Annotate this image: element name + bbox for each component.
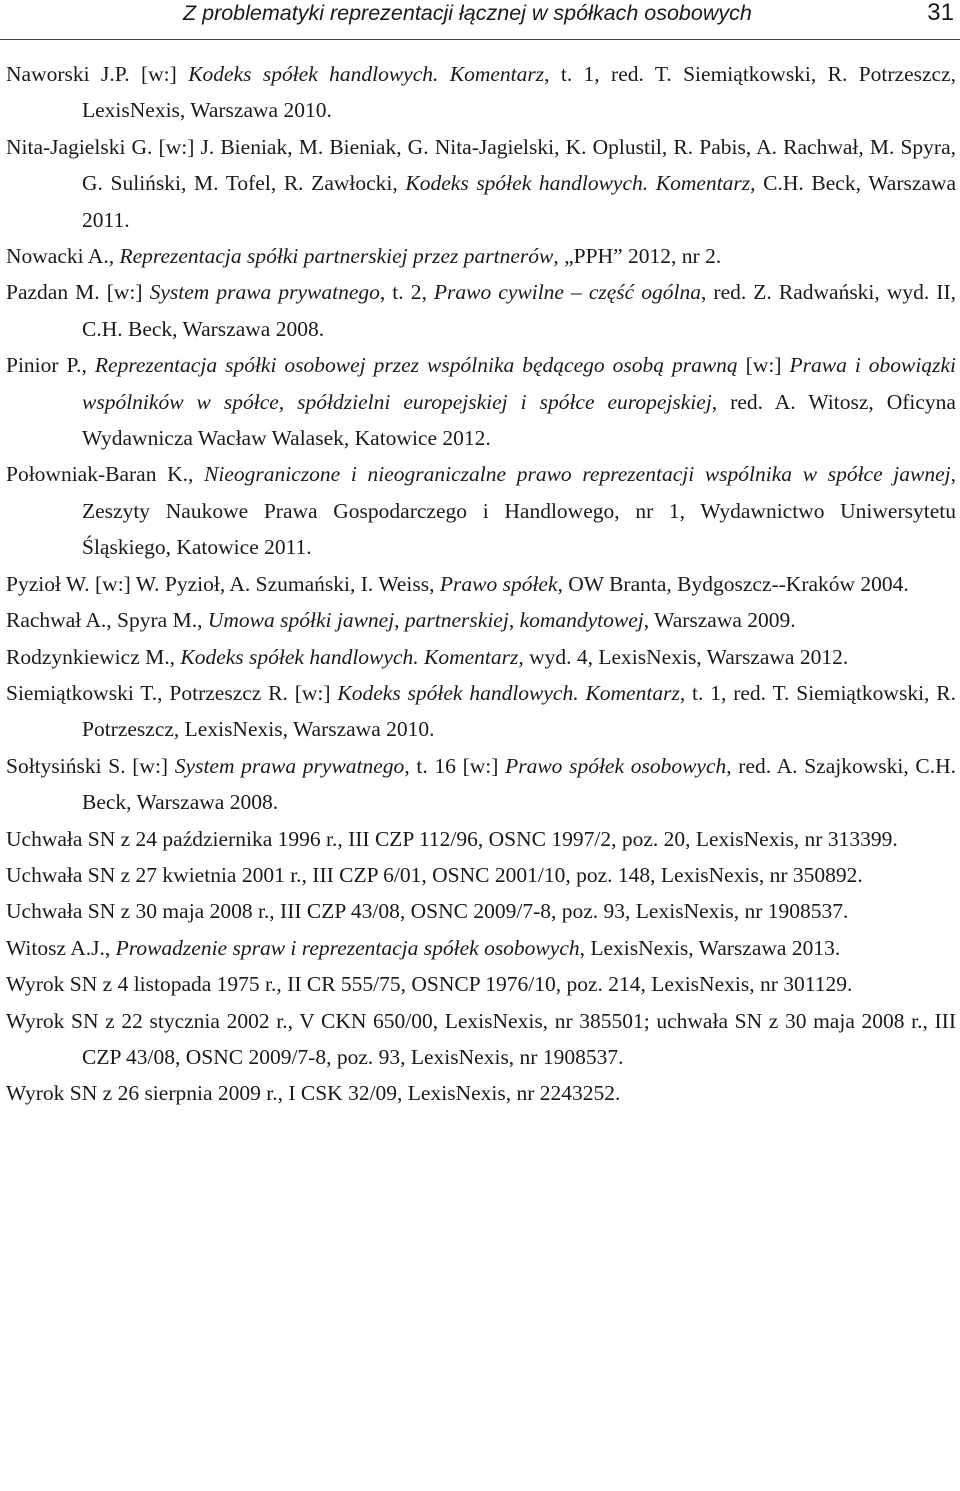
entry-title-italic: Kodeks spółek handlowych. Komentarz [337,680,680,705]
entry-text: Uchwała SN z 30 maja 2008 r., III CZP 43/08, OSNC 2009/7-8, poz. 93, LexisNexis, nr 1908537. [6,899,849,924]
entry-title-italic: Prawa i obowiązki wspólników w spółce, spółdzielni europejskiej i spółce europejskiej [82,353,957,414]
entry-text: , t. 1, red. T. Siemiątkowski, R. Potrzeszcz, LexisNexis, Warszawa 2010. [82,62,957,123]
entry-title-italic: Kodeks spółek handlowych. Komentarz [188,62,545,86]
bibliography-entry [6,748,956,821]
entry-text: Pyzioł W. [w:] W. Pyzioł, A. Szumański, I. Weiss, [6,571,440,596]
bibliography-entry [6,821,956,857]
entry-title-italic: Nieograniczone i nieograniczalne prawo reprezentacji wspólnika w spółce jawnej [204,462,951,487]
entry-text: , Warszawa 2009. [643,608,796,633]
bibliography-entry [6,602,956,638]
entry-text: , red. A. Witosz, Oficyna Wydawnicza Wacław Walasek, Katowice 2012. [82,389,956,451]
bibliography-entry [6,639,956,675]
entry-text: Naworski J.P. [w:] [6,62,189,86]
entry-text: , Zeszyty Naukowe Prawa Gospodarczego i Handlowego, nr 1, Wydawnictwo Uniwersytetu Śląskiego, Katowice 2011. [82,462,956,560]
entry-text: Witosz A.J., [6,935,116,960]
bibliography-entry [6,238,956,274]
bibliography-list [6,56,956,1112]
bibliography-entry [6,1075,956,1111]
entry-text: Połowniak-Baran K., [6,462,205,487]
bibliography-entry [6,456,956,565]
entry-title-italic: System prawa prywatnego [149,280,380,305]
entry-text: Wyrok SN z 26 sierpnia 2009 r., I CSK 32/09, LexisNexis, nr 2243252. [6,1081,621,1106]
entry-text: Uchwała SN z 27 kwietnia 2001 r., III CZP 6/01, OSNC 2001/10, poz. 148, LexisNexis, nr 350892. [6,862,863,887]
entry-text: Pazdan M. [w:] [6,280,150,305]
bibliography-entry [6,930,956,966]
entry-text: , C.H. Beck, Warszawa 2011. [82,171,957,232]
entry-text: Uchwała SN z 24 października 1996 r., III CZP 112/96, OSNC 1997/2, poz. 20, LexisNexis, nr 313399. [6,826,898,851]
entry-text: Pinior P., [6,353,95,378]
bibliography-entry [6,1003,956,1076]
bibliography-entry [6,857,956,893]
bibliography-entry [6,347,956,456]
running-header [0,0,960,40]
entry-text: [w:] [737,353,790,378]
entry-text: , „PPH” 2012, nr 2. [553,244,722,269]
entry-text: Nowacki A., [6,244,120,269]
bibliography-entry [6,893,956,929]
bibliography-entry [6,56,956,129]
entry-title-italic: Reprezentacja spółki partnerskiej przez partnerów [119,244,554,269]
entry-text: Wyrok SN z 4 listopada 1975 r., II CR 555/75, OSNCP 1976/10, poz. 214, LexisNexis, nr 301129. [6,972,853,997]
entry-text: Wyrok SN z 22 stycznia 2002 r., V CKN 650/00, LexisNexis, nr 385501; uchwała SN z 30 maja 2008 r., III CZP 43/08, OSNC 2009/7-8, poz. 93, LexisNexis, nr 1908537. [6,1008,956,1069]
entry-text: Rachwał A., Spyra M., [6,608,208,633]
entry-title-italic: Prowadzenie spraw i reprezentacja spółek osobowych [115,935,580,960]
entry-title-italic: Kodeks spółek handlowych. Komentarz, [180,644,524,669]
entry-text: , OW Branta, Bydgoszcz--Kraków 2004. [557,571,909,596]
bibliography-entry [6,129,956,238]
entry-text: , LexisNexis, Warszawa 2013. [579,935,841,960]
page-number: 31 [927,0,954,26]
bibliography-entry [6,566,956,602]
entry-text: Nita-Jagielski G. [w:] J. Bieniak, M. Bieniak, G. Nita-Jagielski, K. Oplustil, R. Pabis, A. Rachwał, M. Spyra, G. Suliński, M. Tofel, R. Zawłocki, [6,134,956,196]
entry-text: Sołtysiński S. [w:] [6,753,175,778]
bibliography-entry [6,675,956,748]
entry-title-italic: System prawa prywatnego [174,753,405,778]
entry-text: , t. 2, [379,280,434,305]
entry-text: , t. 16 [w:] [404,753,506,778]
running-title: Z problematyki reprezentacji łącznej w spółkach osobowych [183,1,752,25]
entry-text: , red. A. Szajkowski, C.H. Beck, Warszawa 2008. [82,753,957,815]
entry-title-italic: Prawo cywilne – część ogólna [433,280,701,305]
entry-text: Siemiątkowski T., Potrzeszcz R. [w:] [6,680,338,705]
entry-title-italic: Kodeks spółek handlowych. Komentarz [405,171,751,196]
entry-text: , red. Z. Radwański, wyd. II, C.H. Beck, Warszawa 2008. [82,280,956,341]
entry-text: Rodzynkiewicz M., [6,644,181,669]
entry-text: , t. 1, red. T. Siemiątkowski, R. Potrzeszcz, LexisNexis, Warszawa 2010. [82,680,956,742]
entry-text: wyd. 4, LexisNexis, Warszawa 2012. [523,644,849,669]
bibliography-entry [6,966,956,1002]
entry-title-italic: Reprezentacja spółki osobowej przez wspólnika będącego osobą prawną [94,353,738,378]
entry-title-italic: Umowa spółki jawnej, partnerskiej, komandytowej [207,608,644,633]
entry-title-italic: Prawo spółek [439,571,558,596]
bibliography-entry [6,274,956,347]
entry-title-italic: Prawo spółek osobowych [505,753,727,778]
